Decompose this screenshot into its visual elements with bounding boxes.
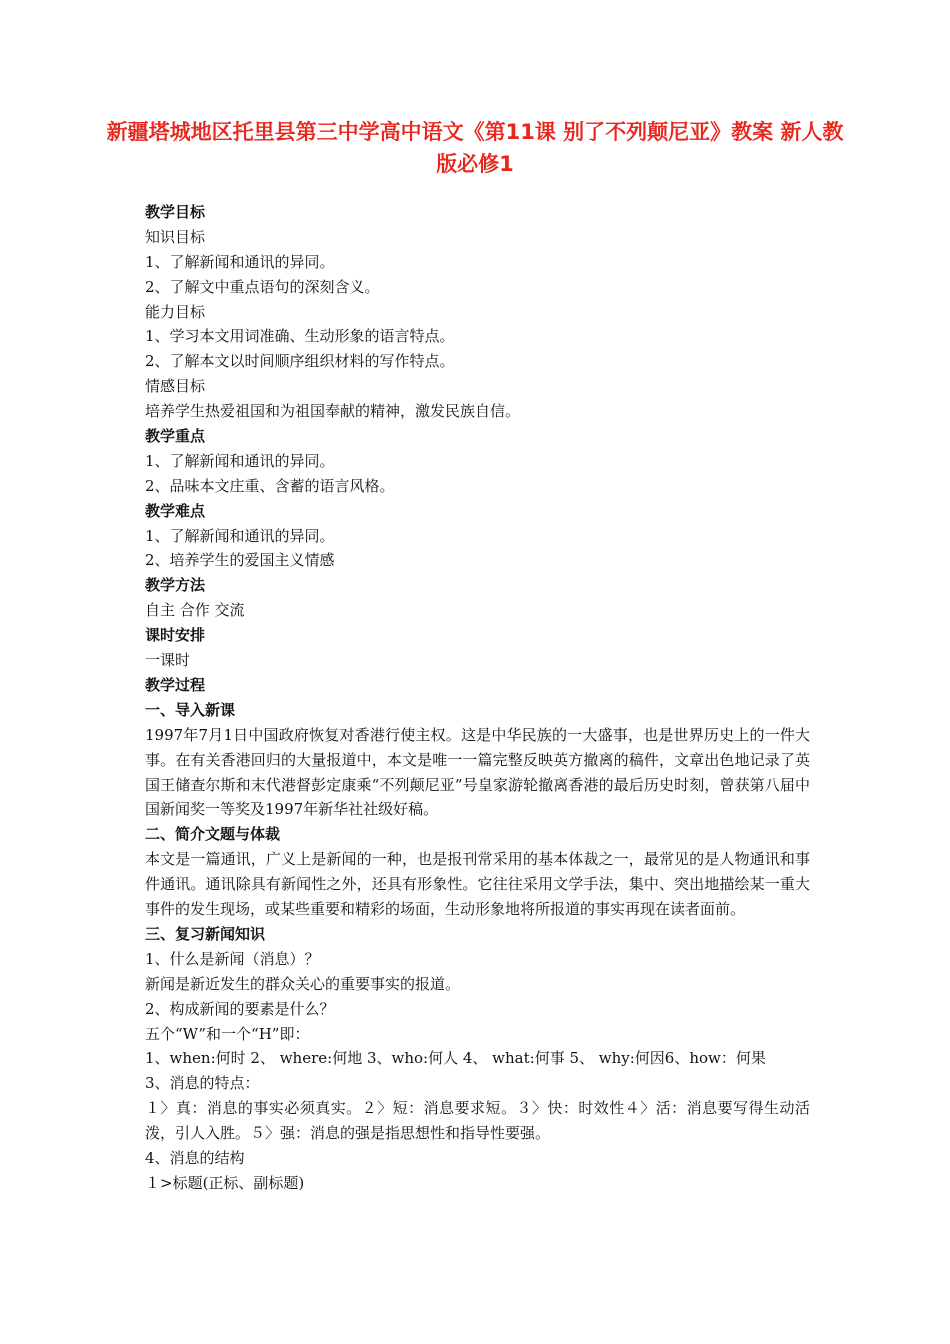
subheading-knowledge-goal: 知识目标 <box>145 227 206 246</box>
heading-teaching-process: 教学过程 <box>145 675 206 694</box>
question-4: 4、消息的结构 <box>145 1148 245 1167</box>
difficulty-item-2: 2、培养学生的爱国主义情感 <box>145 551 335 570</box>
question-3: 3、消息的特点： <box>145 1074 260 1093</box>
question-1: 1、什么是新闻（消息）？ <box>145 949 320 968</box>
schedule-item: 一课时 <box>145 651 191 670</box>
heading-intro-lesson: 一、导入新课 <box>145 700 236 719</box>
knowledge-item-2: 2、了解文中重点语句的深刻含义。 <box>145 277 380 296</box>
knowledge-item-1: 1、了解新闻和通讯的异同。 <box>145 252 335 271</box>
ability-item-1: 1、学习本文用词准确、生动形象的语言特点。 <box>145 327 455 346</box>
intro-paragraph: 1997年7月1日中国政府恢复对香港行使主权。这是中华民族的一大盛事，也是世界历史上的一件大事。在有关香港回归的大量报道中，本文是唯一一篇完整反映英方撤离的稿件，文章出色地记录了英国王储查尔斯和末代港督彭定康乘“不列颠尼亚”号皇家游轮撤离香港的最后历史时刻，曾获第八届中国新闻奖一等奖及1997年新华社社级好稿。 <box>145 725 810 819</box>
focus-item-1: 1、了解新闻和通讯的异同。 <box>145 451 335 470</box>
heading-schedule: 课时安排 <box>145 626 206 645</box>
method-item: 自主 合作 交流 <box>145 601 245 620</box>
document-body <box>145 200 810 1196</box>
answer-3: １〉真：消息的事实必须真实。２〉短：消息要求短。３〉快：时效性４〉活：消息要写得生动活泼，引人入胜。５〉强：消息的强是指思想性和指导性要强。 <box>145 1099 810 1143</box>
heading-teaching-goals: 教学目标 <box>145 203 206 221</box>
heading-teaching-difficulty: 教学难点 <box>145 501 206 520</box>
heading-genre-intro: 二、简介文题与体裁 <box>145 825 281 844</box>
document-title: 新疆塔城地区托里县第三中学高中语文《第11课 别了不列颠尼亚》教案 新人教版必修1 <box>106 120 844 176</box>
difficulty-item-1: 1、了解新闻和通讯的异同。 <box>145 526 335 545</box>
answer-2-list: 1、when:何时 2、 where:何地 3、who:何人 4、 what:何事 5、 why:何因6、how：何果 <box>145 1049 766 1068</box>
heading-teaching-focus: 教学重点 <box>145 427 206 446</box>
subheading-emotion-goal: 情感目标 <box>145 377 206 396</box>
answer-1: 新闻是新近发生的群众关心的重要事实的报道。 <box>145 974 461 993</box>
subheading-ability-goal: 能力目标 <box>145 302 206 321</box>
genre-paragraph: 本文是一篇通讯，广义上是新闻的一种，也是报刊常采用的基本体裁之一，最常见的是人物通讯和事件通讯。通讯除具有新闻性之外，还具有形象性。它往往采用文学手法，集中、突出地描绘某一重大事件的发生现场，或某些重要和精彩的场面，生动形象地将所报道的事实再现在读者面前。 <box>145 850 810 919</box>
focus-item-2: 2、品味本文庄重、含蓄的语言风格。 <box>145 476 395 495</box>
heading-news-review: 三、复习新闻知识 <box>145 924 266 943</box>
answer-2: 五个“W”和一个“H”即： <box>145 1024 310 1043</box>
answer-4: １>标题(正标、副标题) <box>145 1173 305 1192</box>
question-2: 2、构成新闻的要素是什么？ <box>145 999 335 1018</box>
ability-item-2: 2、了解本文以时间顺序组织材料的写作特点。 <box>145 352 455 371</box>
heading-teaching-method: 教学方法 <box>145 576 206 595</box>
emotion-item-1: 培养学生热爱祖国和为祖国奉献的精神，激发民族自信。 <box>145 402 521 421</box>
